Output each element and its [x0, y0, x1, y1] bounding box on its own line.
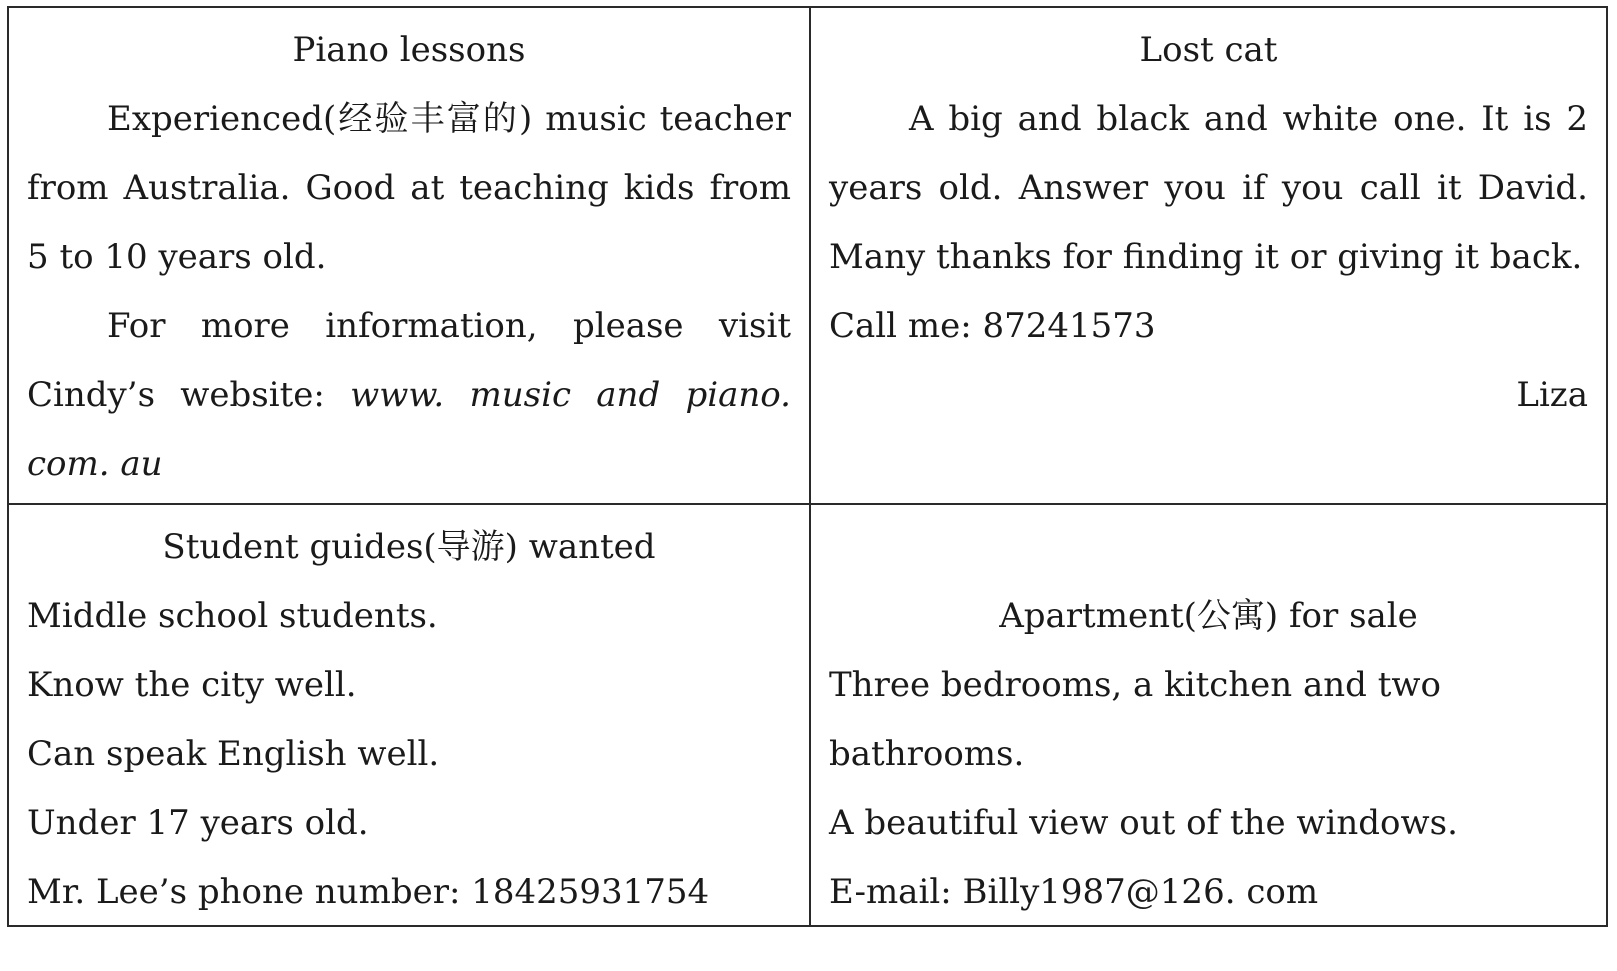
- guides-line: Middle school students.: [27, 596, 438, 636]
- lost-cat-phone: Call me: 87241573: [829, 306, 1156, 346]
- guides-phone: Mr. Lee’s phone number: 18425931754: [27, 872, 710, 912]
- ad-lost-cat: [811, 8, 1606, 505]
- ad-title-guides: Student guides(导游) wanted: [162, 527, 656, 567]
- guides-line: Know the city well.: [27, 665, 357, 705]
- ad-title-lost-cat: Lost cat: [1139, 30, 1278, 70]
- piano-more-info-text: For more information, please visit Cindy’s website:: [27, 306, 791, 415]
- apartment-line: Three bedrooms, a kitchen and two bathrooms.: [829, 665, 1441, 774]
- lost-cat-description: A big and black and white one. It is 2 years old. Answer you if you call it David. Many thanks for finding it or giving it back.: [829, 99, 1588, 277]
- ad-apartment-sale: [811, 505, 1606, 927]
- ads-table: [7, 6, 1608, 927]
- ad-title-piano: Piano lessons: [292, 30, 526, 70]
- piano-website-link[interactable]: www. music and piano. com. au: [27, 375, 791, 484]
- ad-piano-lessons: [9, 8, 811, 505]
- ad-student-guides: [9, 505, 811, 927]
- lost-cat-signature: Liza: [1516, 375, 1588, 415]
- guides-line: Can speak English well.: [27, 734, 440, 774]
- piano-more-info: [27, 292, 791, 499]
- piano-description: Experienced(经验丰富的) music teacher from Australia. Good at teaching kids from 5 to 10 years old.: [27, 99, 791, 277]
- apartment-line: A beautiful view out of the windows.: [829, 803, 1458, 843]
- apartment-email: E-mail: Billy1987@126. com: [829, 872, 1319, 912]
- ad-title-apartment: Apartment(公寓) for sale: [999, 596, 1418, 636]
- guides-line: Under 17 years old.: [27, 803, 369, 843]
